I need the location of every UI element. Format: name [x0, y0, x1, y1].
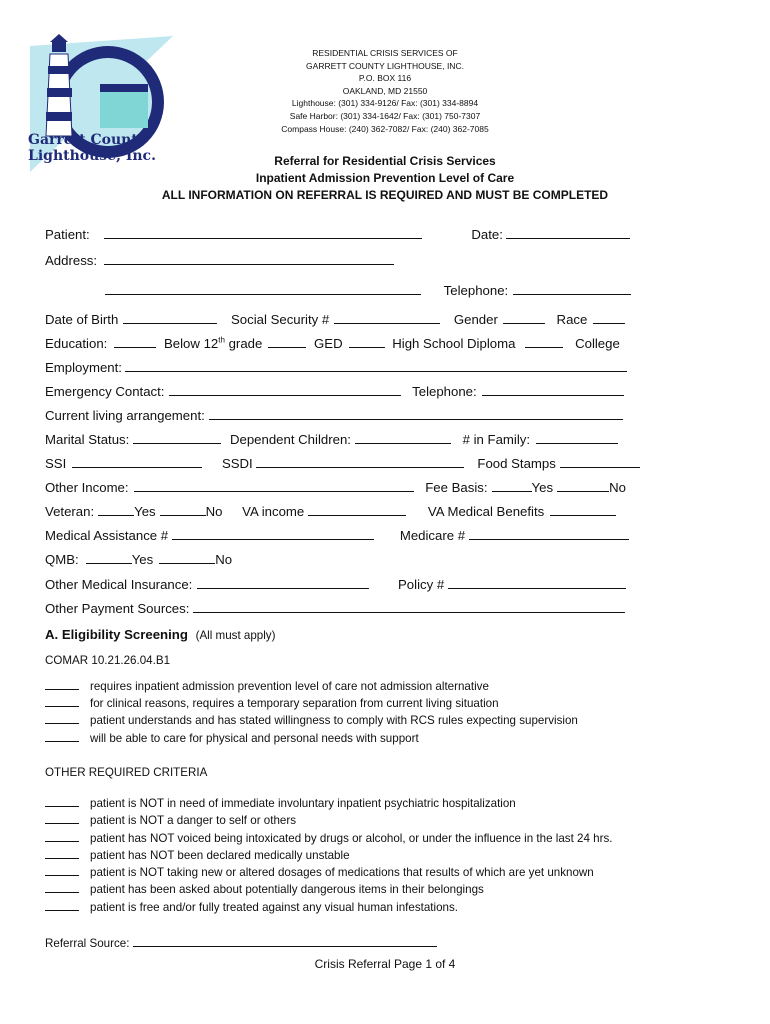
policy-label: Policy # [398, 577, 445, 592]
education-row [45, 335, 620, 351]
referral-source-label: Referral Source: [45, 937, 130, 950]
header-line: P.O. BOX 116 [358, 73, 412, 84]
education-label: Education: [45, 336, 108, 351]
criteria-text: patient is NOT a danger to self or others [90, 814, 297, 827]
veteran-yes-input[interactable] [98, 503, 134, 516]
other-criteria-item [45, 813, 296, 827]
insurance-row [45, 576, 626, 592]
logo [28, 32, 178, 172]
telephone-label: Telephone: [443, 283, 509, 298]
otherincome-label: Other Income: [45, 480, 129, 495]
address-input-line1[interactable] [104, 252, 394, 265]
otherpay-row [45, 600, 625, 616]
criteria-check-blank[interactable] [45, 848, 79, 859]
criteria-text: patient has NOT voiced being intoxicated by drugs or alcohol, or under the influence in the last 24 hrs. [90, 832, 613, 845]
veteran-row [45, 503, 616, 519]
criteria-text: patient has been asked about potentially dangerous items in their belongings [90, 883, 484, 896]
header-line: OAKLAND, MD 21550 [342, 85, 428, 96]
feebasis-yes-input[interactable] [492, 479, 532, 492]
logo-text-line2: Lighthouse, Inc. [28, 148, 156, 164]
veteran-label: Veteran: [45, 504, 95, 519]
race-label: Race [556, 312, 588, 327]
othermedins-input[interactable] [197, 576, 369, 589]
criteria-text: patient is NOT in need of immediate involuntary inpatient psychiatric hospitalization [90, 797, 516, 810]
emergency-telephone-label: Telephone: [412, 384, 477, 399]
eligibility-check-blank[interactable] [45, 696, 79, 707]
other-criteria-item [45, 865, 594, 879]
marital-row [45, 431, 618, 447]
below12-input[interactable] [114, 335, 156, 348]
form-requirement-note: ALL INFORMATION ON REFERRAL IS REQUIRED AND MUST BE COMPLETED [161, 188, 609, 202]
eligibility-text: will be able to care for physical and personal needs with support [90, 732, 419, 745]
other-criteria-item [45, 848, 350, 862]
referral-source-input[interactable] [133, 936, 437, 947]
eligibility-item [45, 731, 419, 745]
below12-label: Below 12th grade [164, 335, 263, 351]
gender-input[interactable] [503, 311, 545, 324]
address-input-line2[interactable] [105, 282, 421, 295]
gender-label: Gender [453, 312, 498, 327]
feebasis-label: Fee Basis: [425, 480, 488, 495]
dob-input[interactable] [123, 311, 217, 324]
criteria-check-blank[interactable] [45, 865, 79, 876]
vabenefits-label: VA Medical Benefits [427, 504, 545, 519]
ged-input[interactable] [268, 335, 306, 348]
feebasis-yes-label: Yes [531, 480, 554, 495]
other-criteria-item [45, 796, 516, 810]
dob-label: Date of Birth [45, 312, 119, 327]
medicare-input[interactable] [469, 527, 629, 540]
employment-row [45, 359, 627, 375]
other-criteria-item [45, 831, 612, 845]
address-row [45, 252, 394, 268]
telephone-input[interactable] [513, 282, 631, 295]
logo-text-line1: Garrett County [28, 132, 146, 148]
ssdi-input[interactable] [256, 455, 464, 468]
marital-input[interactable] [133, 431, 221, 444]
eligibility-text: for clinical reasons, requires a temporary separation from current living situation [90, 697, 499, 710]
header-line: Lighthouse: (301) 334-9126/ Fax: (301) 334-8894 [291, 98, 479, 109]
feebasis-no-input[interactable] [557, 479, 609, 492]
veteran-no-label: No [205, 504, 223, 519]
emergency-row [45, 383, 624, 399]
college-input[interactable] [525, 335, 563, 348]
medical-row [45, 527, 629, 543]
eligibility-item [45, 696, 499, 710]
qmb-row [45, 551, 232, 567]
hsd-label: High School Diploma [392, 336, 516, 351]
section-a-title: A. Eligibility Screening [45, 627, 188, 642]
criteria-text: patient is free and/or fully treated against any visual human infestations. [90, 901, 458, 914]
vaincome-label: VA income [242, 504, 305, 519]
eligibility-text: patient understands and has stated willingness to comply with RCS rules expecting supervision [90, 714, 578, 727]
emergency-label: Emergency Contact: [45, 384, 165, 399]
medicalassist-label: Medical Assistance # [45, 528, 169, 543]
other-criteria-item [45, 882, 484, 896]
feebasis-no-label: No [609, 480, 626, 495]
living-label: Current living arrangement: [45, 408, 205, 423]
date-label: Date: [471, 227, 503, 242]
comar-reference: COMAR 10.21.26.04.B1 [45, 654, 171, 667]
form-subtitle: Inpatient Admission Prevention Level of Care [255, 171, 515, 185]
eligibility-item [45, 713, 578, 727]
hsd-input[interactable] [349, 335, 385, 348]
otherpay-input[interactable] [193, 600, 625, 613]
criteria-check-blank[interactable] [45, 831, 79, 842]
otherincome-input[interactable] [134, 479, 414, 492]
veteran-yes-label: Yes [134, 504, 156, 519]
vabenefits-input[interactable] [550, 503, 616, 516]
ssdi-label: SSDI [221, 456, 253, 471]
foodstamps-input[interactable] [560, 455, 640, 468]
section-a-heading [45, 627, 275, 642]
othermedins-label: Other Medical Insurance: [45, 577, 193, 592]
medicalassist-input[interactable] [172, 527, 374, 540]
other-criteria-item [45, 900, 458, 914]
date-input[interactable] [506, 226, 630, 239]
criteria-check-blank[interactable] [45, 900, 79, 911]
eligibility-text: requires inpatient admission prevention level of care not admission alternative [90, 680, 489, 693]
infamily-input[interactable] [536, 431, 618, 444]
medicare-label: Medicare # [399, 528, 466, 543]
patient-row [45, 226, 630, 242]
section-a-note: (All must apply) [195, 629, 276, 642]
criteria-check-blank[interactable] [45, 796, 79, 807]
benefits-row [45, 455, 640, 471]
qmb-label: QMB: [45, 552, 79, 567]
qmb-yes-label: Yes [131, 552, 154, 567]
header-line: GARRETT COUNTY LIGHTHOUSE, INC. [306, 60, 464, 71]
emergency-telephone-input[interactable] [482, 383, 624, 396]
qmb-no-label: No [215, 552, 233, 567]
eligibility-item [45, 679, 489, 693]
referral-source-row [45, 936, 437, 950]
dependents-label: Dependent Children: [229, 432, 351, 447]
other-criteria-title: OTHER REQUIRED CRITERIA [45, 766, 208, 779]
infamily-label: # in Family: [462, 432, 531, 447]
employment-label: Employment: [45, 360, 122, 375]
veteran-no-input[interactable] [160, 503, 206, 516]
address-label: Address: [45, 253, 98, 268]
agency-address-block [230, 47, 540, 135]
criteria-check-blank[interactable] [45, 882, 79, 893]
header-line: Safe Harbor: (301) 334-1642/ Fax: (301) 750-7307 [289, 110, 481, 121]
vaincome-input[interactable] [308, 503, 406, 516]
qmb-yes-input[interactable] [86, 551, 132, 564]
living-input[interactable] [209, 407, 623, 420]
demographics-row [45, 311, 625, 327]
qmb-no-input[interactable] [159, 551, 215, 564]
emergency-input[interactable] [169, 383, 401, 396]
ssn-label: Social Security # [230, 312, 330, 327]
header-line: Compass House: (240) 362-7082/ Fax: (240) 362-7085 [281, 123, 489, 134]
ged-label: GED [314, 336, 343, 351]
ssn-input[interactable] [334, 311, 440, 324]
form-title: Referral for Residential Crisis Services [274, 154, 496, 168]
criteria-text: patient has NOT been declared medically unstable [90, 849, 350, 862]
otherpay-label: Other Payment Sources: [45, 601, 190, 616]
header-line: RESIDENTIAL CRISIS SERVICES OF [312, 48, 458, 58]
dependents-input[interactable] [355, 431, 451, 444]
eligibility-check-blank[interactable] [45, 679, 79, 690]
foodstamps-label: Food Stamps [477, 456, 556, 471]
eligibility-check-blank[interactable] [45, 713, 79, 724]
policy-input[interactable] [448, 576, 626, 589]
eligibility-check-blank[interactable] [45, 731, 79, 742]
living-row [45, 407, 623, 423]
address-line2-row [45, 282, 631, 298]
income-row [45, 479, 626, 495]
marital-label: Marital Status: [45, 432, 130, 447]
race-input[interactable] [593, 311, 625, 324]
ssi-input[interactable] [72, 455, 202, 468]
ssi-label: SSI [45, 456, 67, 471]
patient-input[interactable] [104, 226, 422, 239]
college-label: College [575, 336, 620, 351]
criteria-text: patient is NOT taking new or altered dosages of medications that results of which are yet unknown [90, 866, 594, 879]
patient-label: Patient: [45, 227, 90, 242]
employment-input[interactable] [125, 359, 627, 372]
criteria-check-blank[interactable] [45, 813, 79, 824]
page-footer: Crisis Referral Page 1 of 4 [314, 957, 456, 971]
